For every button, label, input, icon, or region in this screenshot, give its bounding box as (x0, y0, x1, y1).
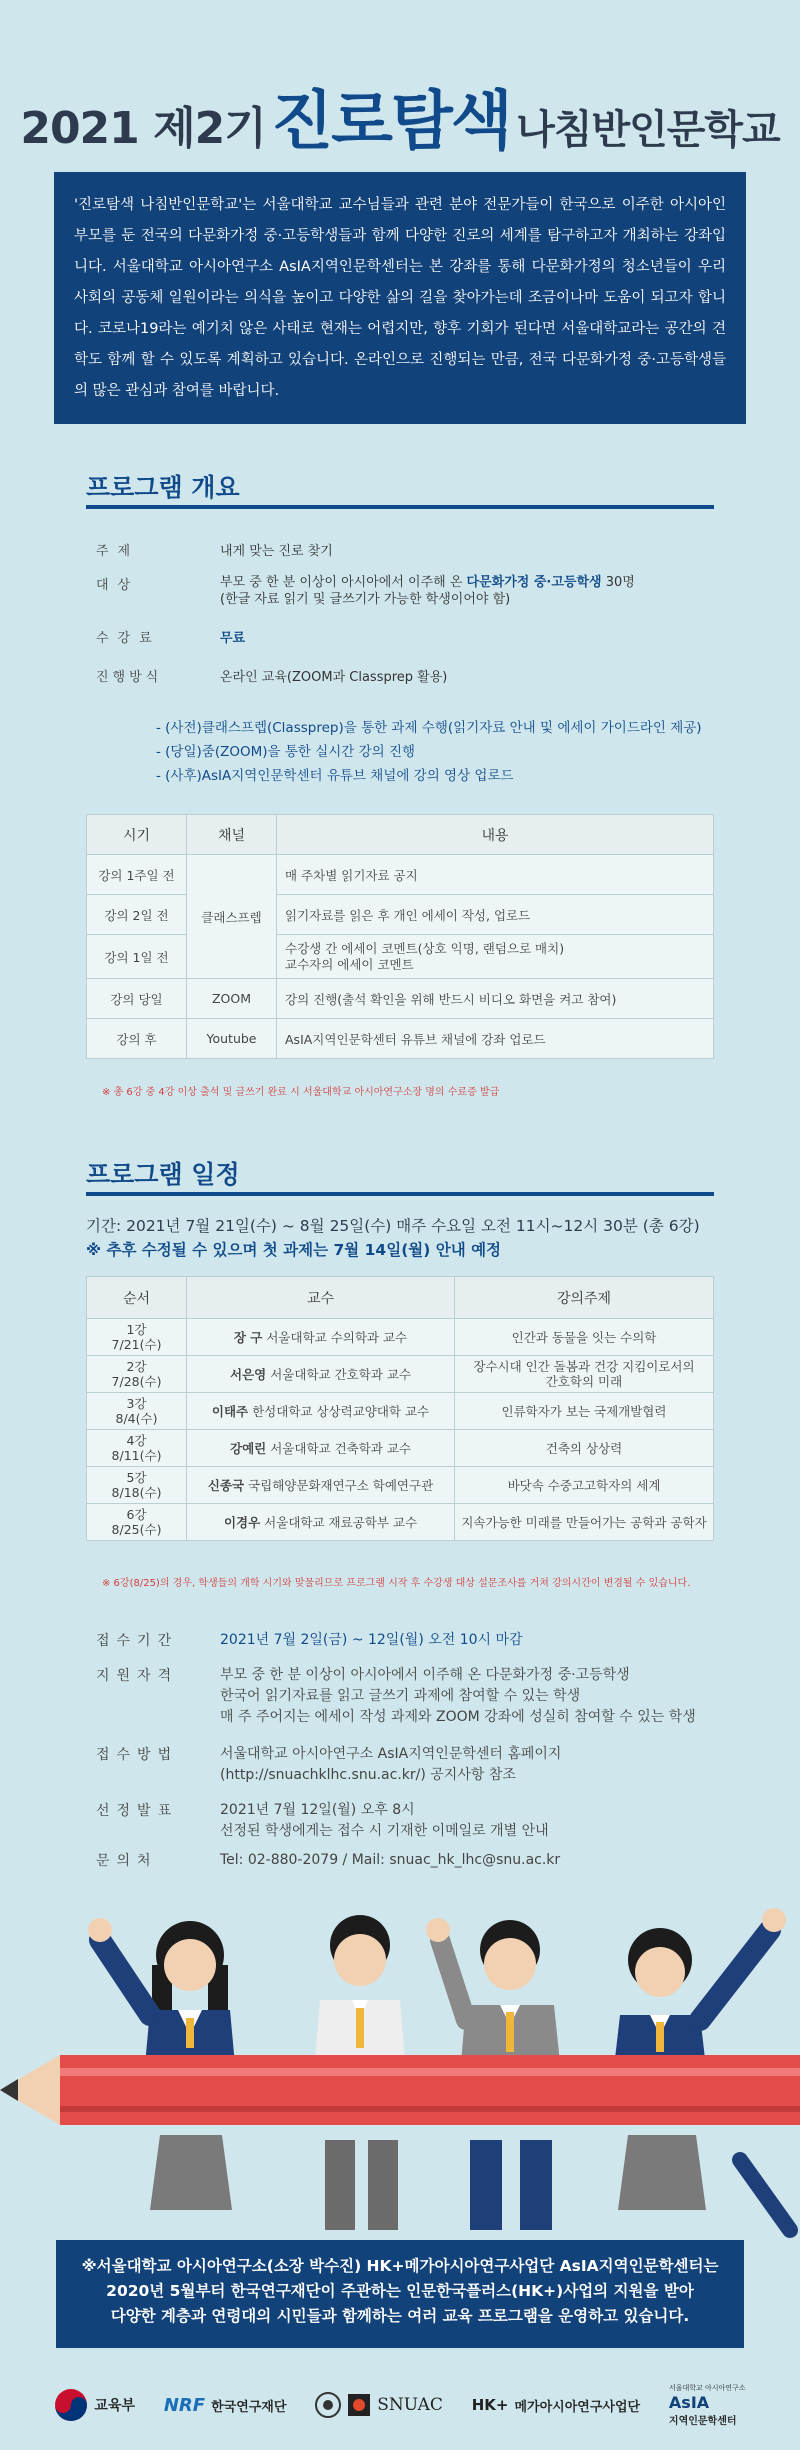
table-row (87, 1504, 714, 1541)
overview-value: 온라인 교육(ZOOM과 Classprep 활용) (220, 670, 448, 685)
application-label: 접수방법 (96, 1747, 179, 1763)
lecture-topic: 장수시대 인간 돌봄과 건강 지킴이로서의 (473, 1359, 695, 1374)
overview-label: 주제 (96, 544, 140, 559)
application-value: (http://snuachklhc.snu.ac.kr/) 공지사항 참조 (220, 1767, 516, 1783)
process-table (86, 814, 714, 1059)
overview-title: 프로그램 개요 (86, 473, 240, 502)
title-year: 2021 제2기 (20, 103, 266, 154)
application-value: 서울대학교 아시아연구소 AsIA지역인문학센터 홈페이지 (220, 1746, 562, 1762)
overview-value-note: (한글 자료 읽기 및 글쓰기가 가능한 학생이어야 함) (220, 592, 511, 607)
overview-row-topic (96, 540, 333, 559)
professor-cell (187, 1319, 455, 1356)
lecture-date: 8/18(수) (111, 1485, 162, 1500)
lecture-no: 3강 (126, 1396, 147, 1411)
lecture-date: 8/11(수) (111, 1448, 162, 1463)
nrf-label: 한국연구재단 (211, 2399, 287, 2415)
overview-label: 진행방식 (96, 670, 163, 685)
table-cell: 강의 2일 전 (87, 895, 187, 935)
table-cell: 강의 당일 (87, 979, 187, 1019)
lecture-date: 7/28(수) (111, 1374, 162, 1389)
table-cell: Youtube (187, 1019, 277, 1059)
snuac-emblem-icon (347, 2393, 371, 2417)
lecture-no-cell (87, 1393, 187, 1430)
table-row (87, 1467, 714, 1504)
application-value: 선정된 학생에게는 접수 시 기재한 이메일로 개별 안내 (220, 1823, 549, 1839)
professor-affiliation: 서울대학교 재료공학부 교수 (264, 1515, 418, 1530)
snuac-label: SNUAC (377, 2395, 443, 2415)
intro-box: '진로탐색 나침반인문학교'는 서울대학교 교수님들과 관련 분야 전문가들이 한국으로 이주한 아시아인 부모를 둔 전국의 다문화가정 중·고등학생들과 함께 다양한 진로의 세계를 탐구하고자 개최하는 강좌입니다. 서울대학교 아시아연구소 AsIA지역인문학센터는 본 강좌를 통해 다문화가정의 청소년들이 우리 사회의 공동체 일원이라는 의식을 높이고 다양한 삶의 길을 찾아가는데 조금이나마 도움이 되고자 합니다. 코로나19라는 예기치 않은 사태로 현재는 어렵지만, 향후 기회가 된다면 서울대학교라는 공간의 견학도 함께 할 수 있도록 계획하고 있습니다. 온라인으로 진행되는 만큼, 전국 다문화가정 중·고등학생들의 많은 관심과 참여를 바랍니다. (54, 172, 746, 424)
page-title (0, 70, 800, 162)
application-label: 접수기간 (96, 1633, 179, 1649)
application-value: 매 주 주어지는 에세이 작성 과제와 ZOOM 강좌에 성실히 참여할 수 있는 학생 (220, 1709, 696, 1725)
topic-cell (455, 1430, 714, 1467)
asia-small-label: 서울대학교 아시아연구소 (668, 2384, 746, 2392)
method-bullet: - (사전)클래스프렙(Classprep)을 통한 과제 수행(읽기자료 안내 및 에세이 가이드라인 제공) (156, 720, 702, 736)
schedule-dates: 기간: 2021년 7월 21일(수) ~ 8월 25일(수) 매주 수요일 오전 11시~12시 30분 (총 6강) (86, 1217, 700, 1235)
application-value: 2021년 7월 12일(월) 오후 8시 (220, 1802, 415, 1818)
table-cell: 강의 진행(출석 확인을 위해 반드시 비디오 화면을 켜고 참여) (277, 979, 714, 1019)
bottom-notice-line: 다양한 계층과 연령대의 시민들과 함께하는 여러 교육 프로그램을 운영하고 있습니다. (110, 2307, 690, 2325)
snuac-logo (315, 2392, 443, 2418)
topic-cell (455, 1393, 714, 1430)
professor-name: 장 구 (233, 1330, 263, 1345)
table-row (87, 855, 714, 895)
table-header: 채널 (187, 815, 277, 855)
bottom-notice-line: 2020년 5월부터 한국연구재단이 주관하는 인문한국플러스(HK+)사업의 지원을 받아 (106, 2282, 694, 2300)
nrf-logo (164, 2395, 287, 2416)
professor-name: 서은영 (230, 1367, 267, 1382)
application-label: 지원자격 (96, 1668, 179, 1684)
overview-rule (86, 505, 714, 509)
lecture-no-cell (87, 1467, 187, 1504)
table-header: 시기 (87, 815, 187, 855)
method-bullet: - (사후)AsIA지역인문학센터 유튜브 채널에 강의 영상 업로드 (156, 768, 514, 784)
bottom-notice-line: ※서울대학교 아시아연구소(소장 박수진) HK+메가아시아연구사업단 AsIA지역인문학센터는 (81, 2257, 719, 2275)
lecture-no: 4강 (126, 1433, 147, 1448)
lecture-no-cell (87, 1356, 187, 1393)
topic-cell (455, 1504, 714, 1541)
topic-cell (455, 1467, 714, 1504)
topic-cell (455, 1319, 714, 1356)
sponsor-logos (0, 2360, 800, 2450)
lecture-date: 8/25(수) (111, 1522, 162, 1537)
asia-big-label: AsIA (668, 2393, 710, 2412)
professor-affiliation: 서울대학교 수의학과 교수 (266, 1330, 408, 1345)
moe-logo (54, 2388, 135, 2422)
lecture-no: 6강 (126, 1507, 147, 1522)
application-label: 문의처 (96, 1853, 158, 1869)
students-illustration (0, 1860, 800, 2240)
professor-affiliation: 서울대학교 간호학과 교수 (270, 1367, 411, 1382)
schedule-note: ※ 추후 수정될 수 있으며 첫 과제는 7월 14일(월) 안내 예정 (86, 1241, 502, 1259)
hk-logo (472, 2396, 640, 2415)
method-bullet: - (당일)줌(ZOOM)을 통한 실시간 강의 진행 (156, 744, 416, 760)
lecture-date: 7/21(수) (111, 1337, 162, 1352)
application-row (96, 1665, 696, 1728)
table-cell: 클래스프렙 (187, 855, 277, 979)
schedule-title: 프로그램 일정 (86, 1160, 240, 1189)
professor-affiliation: 한성대학교 상상력교양대학 교수 (252, 1404, 430, 1419)
application-row (96, 1630, 523, 1651)
application-value: Tel: 02-880-2079 / Mail: snuac_hk_lhc@snu.ac.kr (220, 1852, 561, 1868)
professor-affiliation: 서울대학교 건축학과 교수 (270, 1441, 411, 1456)
overview-value: 30명 (601, 575, 635, 590)
hk-mark: HK+ (471, 2396, 509, 2414)
certificate-note: ※ 총 6강 중 4강 이상 출석 및 글쓰기 완료 시 서울대학교 아시아연구소장 명의 수료증 발급 (102, 1087, 500, 1098)
lecture-date: 8/4(수) (115, 1411, 158, 1426)
professor-name: 이경우 (223, 1515, 261, 1530)
table-cell: AsIA지역인문학센터 유튜브 채널에 강좌 업로드 (277, 1019, 714, 1059)
table-cell-line: 교수자의 에세이 코멘트 (285, 956, 414, 972)
overview-value: 내게 맞는 진로 찾기 (220, 544, 333, 559)
overview-value: 부모 중 한 분 이상이 아시아에서 이주해 온 (220, 575, 467, 590)
lecture-no: 5강 (126, 1470, 147, 1485)
table-row (87, 1319, 714, 1356)
table-cell (277, 935, 714, 979)
professor-affiliation: 국립해양문화재연구소 학예연구관 (248, 1478, 434, 1493)
lecture-no: 2강 (126, 1359, 147, 1374)
table-row (87, 1019, 714, 1059)
pencil-graphic (0, 2055, 800, 2125)
application-value: 부모 중 한 분 이상이 아시아에서 이주해 온 다문화가정 중·고등학생 (220, 1667, 630, 1683)
application-value: 한국어 읽기자료를 읽고 글쓰기 과제에 참여할 수 있는 학생 (220, 1688, 581, 1704)
lecture-topic: 바닷속 수중고고학자의 세계 (507, 1477, 661, 1493)
table-row (87, 979, 714, 1019)
overview-label: 대상 (96, 578, 140, 593)
table-cell-line: 수강생 간 에세이 코멘트(상호 익명, 랜덤으로 매치) (285, 940, 565, 956)
professor-name: 강예린 (230, 1441, 267, 1456)
lecture-no-cell (87, 1504, 187, 1541)
schedule-footnote: ※ 6강(8/25)의 경우, 학생들의 개학 시기와 맞물리므로 프로그램 시작 후 수강생 대상 설문조사를 거쳐 강의시간이 변경될 수 있습니다. (102, 1578, 691, 1589)
lecture-no-cell (87, 1430, 187, 1467)
bottom-notice (56, 2240, 744, 2348)
table-cell: 읽기자료를 읽은 후 개인 에세이 작성, 업로드 (277, 895, 714, 935)
professor-cell (187, 1356, 455, 1393)
asia-label: 지역인문학센터 (668, 2416, 737, 2427)
table-cell: 강의 1주일 전 (87, 855, 187, 895)
lecture-topic: 인간과 동물을 잇는 수의학 (511, 1329, 657, 1345)
professor-cell (187, 1430, 455, 1467)
table-cell: 강의 후 (87, 1019, 187, 1059)
schedule-rule (86, 1192, 714, 1196)
taegeuk-icon (54, 2388, 88, 2422)
hk-label: 메가아시아연구사업단 (514, 2399, 641, 2415)
application-row (96, 1800, 549, 1842)
professor-name: 신종국 (207, 1478, 245, 1493)
lecture-topic: 지속가능한 미래를 만들어가는 공학과 공학자 (461, 1514, 707, 1530)
application-label: 선정발표 (96, 1803, 179, 1819)
snu-emblem-icon (315, 2392, 341, 2418)
overview-row-target (96, 574, 635, 608)
table-cell: ZOOM (187, 979, 277, 1019)
overview-row-fee (96, 627, 245, 646)
professor-cell (187, 1504, 455, 1541)
asia-logo (669, 2383, 746, 2427)
application-value: 2021년 7월 2일(금) ~ 12일(월) 오전 10시 마감 (220, 1632, 523, 1648)
table-row (87, 1356, 714, 1393)
topic-cell (455, 1356, 714, 1393)
overview-label: 수강료 (96, 631, 161, 646)
table-header: 내용 (277, 815, 714, 855)
overview-row-method (96, 666, 447, 685)
table-header: 순서 (87, 1277, 187, 1319)
table-cell: 강의 1일 전 (87, 935, 187, 979)
overview-value-highlight: 다문화가정 중·고등학생 (466, 575, 602, 590)
table-row (87, 1393, 714, 1430)
moe-label: 교육부 (94, 2398, 135, 2414)
table-row (87, 1430, 714, 1467)
schedule-table (86, 1276, 714, 1541)
professor-name: 이태주 (211, 1404, 249, 1419)
table-header: 강의주제 (455, 1277, 714, 1319)
lecture-topic: 건축의 상상력 (545, 1440, 623, 1456)
table-cell: 매 주차별 읽기자료 공지 (277, 855, 714, 895)
table-row (87, 935, 714, 979)
lecture-topic-line2: 간호학의 미래 (545, 1374, 623, 1389)
table-header: 교수 (187, 1277, 455, 1319)
application-row (96, 1744, 561, 1786)
table-row (87, 895, 714, 935)
title-main: 진로탐색 (271, 85, 511, 159)
lecture-no-cell (87, 1319, 187, 1356)
lecture-no: 1강 (126, 1322, 147, 1337)
professor-cell (187, 1467, 455, 1504)
lecture-topic: 인류학자가 보는 국제개발협력 (501, 1403, 667, 1419)
overview-value: 무료 (220, 631, 246, 646)
professor-cell (187, 1393, 455, 1430)
title-sub: 나침반인문학교 (516, 107, 780, 153)
nrf-mark: NRF (163, 2394, 206, 2416)
